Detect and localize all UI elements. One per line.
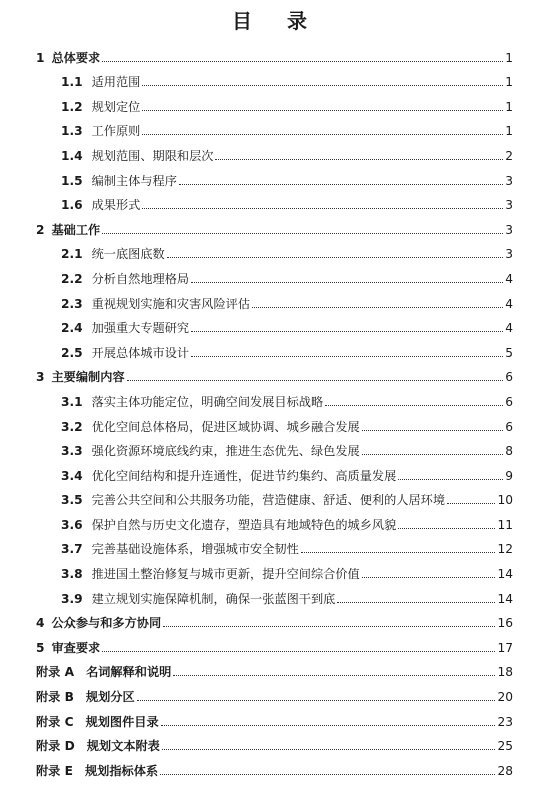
toc-entry-number: 3.1 (61, 394, 83, 409)
toc-dot-leader (160, 774, 495, 775)
toc-entry-number: 附录 E (36, 763, 73, 778)
toc-entry-number: 5 (36, 640, 45, 655)
toc-dot-leader (137, 700, 496, 701)
toc-entry-title: 落实主体功能定位，明确空间发展目标战略 (91, 394, 324, 409)
toc-entry-line (61, 468, 513, 487)
toc-entry-title: 规划分区 (85, 690, 135, 705)
toc-entry-title: 重视规划实施和灾害风险评估 (91, 296, 251, 311)
toc-entry[interactable] (0, 265, 539, 290)
page-title: 目 录 (232, 9, 321, 33)
toc-entry-number: 3.6 (61, 517, 83, 532)
toc-entry[interactable] (0, 462, 539, 487)
toc-dot-leader (252, 307, 503, 308)
toc-dot-leader (398, 528, 495, 529)
toc-entry-title: 工作原则 (91, 124, 141, 139)
toc-entry[interactable] (0, 216, 539, 241)
toc-entry[interactable] (0, 659, 539, 684)
toc-entry[interactable] (0, 388, 539, 413)
toc-entry-page-number: 2 (505, 148, 513, 163)
toc-entry[interactable] (0, 536, 539, 561)
toc-dot-leader (167, 257, 504, 258)
toc-entry-page-number: 3 (505, 247, 513, 262)
toc-entry-line (61, 271, 513, 290)
toc-entry-line (61, 296, 513, 315)
toc-entry-number: 2 (36, 222, 45, 237)
toc-dot-leader (362, 430, 504, 431)
toc-entry[interactable] (0, 757, 539, 782)
toc-entry-page-number: 3 (505, 222, 513, 237)
toc-entry[interactable] (0, 585, 539, 610)
toc-entry-line (61, 541, 513, 560)
toc-dot-leader (337, 602, 495, 603)
toc-entry-page-number: 12 (497, 542, 513, 557)
toc-entry-number: 3.2 (61, 419, 83, 434)
toc-entry-line (36, 369, 513, 388)
toc-entry-page-number: 6 (505, 394, 513, 409)
toc-entry-page-number: 6 (505, 370, 513, 385)
toc-entry-page-number: 14 (497, 567, 513, 582)
toc-entry-number: 1.4 (61, 148, 83, 163)
toc-entry-title: 名词解释和说明 (86, 665, 172, 680)
toc-entry-page-number: 10 (497, 493, 513, 508)
toc-entry-page-number: 11 (497, 517, 513, 532)
toc-entry-line (61, 591, 513, 610)
toc-entry[interactable] (0, 93, 539, 118)
toc-entry-page-number: 18 (497, 665, 513, 680)
toc-entry[interactable] (0, 487, 539, 512)
toc-entry-line (61, 173, 513, 192)
toc-dot-leader (102, 61, 503, 62)
toc-entry-line (61, 148, 513, 167)
toc-entry[interactable] (0, 364, 539, 389)
toc-entry-title: 建立规划实施保障机制，确保一张蓝图干到底 (91, 591, 336, 606)
toc-dot-leader (142, 134, 503, 135)
toc-entry-title: 规划定位 (91, 99, 141, 114)
toc-entry[interactable] (0, 339, 539, 364)
toc-entry-number: 2.2 (61, 271, 83, 286)
toc-entry[interactable] (0, 511, 539, 536)
toc-entry-title: 规划指标体系 (84, 763, 159, 778)
toc-entry[interactable] (0, 167, 539, 192)
toc-entry-title: 公众参与和多方协同 (51, 616, 162, 631)
toc-entry-number: 附录 A (36, 665, 75, 680)
toc-entry[interactable] (0, 438, 539, 463)
toc-entry-line (36, 763, 513, 782)
toc-entry-line (61, 394, 513, 413)
toc-dot-leader (173, 675, 495, 676)
toc-entry-number: 3.7 (61, 542, 83, 557)
toc-entry-page-number: 4 (505, 321, 513, 336)
toc-entry-page-number: 1 (505, 124, 513, 139)
toc-dot-leader (142, 85, 503, 86)
toc-entry-title: 加强重大专题研究 (91, 321, 190, 336)
toc-entry-number: 3.3 (61, 444, 83, 459)
toc-entry-number: 附录 B (36, 690, 74, 705)
toc-dot-leader (301, 552, 496, 553)
toc-entry-number: 1.3 (61, 124, 83, 139)
toc-entry[interactable] (0, 560, 539, 585)
toc-entry-page-number: 28 (497, 763, 513, 778)
toc-entry-number: 1.1 (61, 75, 83, 90)
toc-entry-line (61, 74, 513, 93)
toc-entry-title: 完善基础设施体系，增强城市安全韧性 (91, 542, 299, 557)
toc-entry-title: 优化空间结构和提升连通性，促进节约集约、高质量发展 (91, 468, 397, 483)
toc-entry-line (61, 197, 513, 216)
toc-entry[interactable] (0, 733, 539, 758)
toc-dot-leader (191, 282, 503, 283)
toc-entry[interactable] (0, 610, 539, 635)
toc-dot-leader (191, 331, 503, 332)
toc-entry-number: 2.4 (61, 321, 83, 336)
toc-entry[interactable] (0, 69, 539, 94)
toc-entry-line (61, 320, 513, 339)
toc-entry-number: 2.3 (61, 296, 83, 311)
toc-entry-page-number: 1 (505, 99, 513, 114)
toc-entry-line (61, 246, 513, 265)
toc-entry-title: 适用范围 (91, 75, 141, 90)
toc-dot-leader (142, 110, 503, 111)
toc-entry[interactable] (0, 634, 539, 659)
toc-entry-number: 附录 D (36, 739, 75, 754)
toc-entry-title: 开展总体城市设计 (91, 345, 190, 360)
table-of-contents (0, 44, 539, 782)
toc-entry-line (36, 689, 513, 708)
toc-entry-number: 2.5 (61, 345, 83, 360)
toc-entry[interactable] (0, 44, 539, 69)
toc-entry[interactable] (0, 290, 539, 315)
toc-entry-number: 4 (36, 616, 45, 631)
toc-entry-number: 3.4 (61, 468, 83, 483)
toc-entry-page-number: 3 (505, 173, 513, 188)
toc-entry-title: 推进国土整治修复与城市更新，提升空间综合价值 (91, 567, 360, 582)
toc-entry-line (61, 419, 513, 438)
toc-entry-line (36, 640, 513, 659)
toc-entry-page-number: 4 (505, 271, 513, 286)
toc-entry-page-number: 1 (505, 75, 513, 90)
toc-entry-title: 保护自然与历史文化遗存，塑造具有地域特色的城乡风貌 (91, 517, 397, 532)
toc-entry-title: 总体要求 (51, 50, 101, 65)
toc-entry-number: 1.2 (61, 99, 83, 114)
toc-entry-title: 主要编制内容 (51, 370, 125, 385)
toc-entry-title: 成果形式 (91, 198, 141, 213)
toc-entry-line (36, 222, 513, 241)
toc-dot-leader (179, 184, 503, 185)
toc-entry-page-number: 25 (497, 739, 513, 754)
toc-entry-number: 1.6 (61, 198, 83, 213)
toc-entry-title: 优化空间总体格局，促进区域协调、城乡融合发展 (91, 419, 360, 434)
toc-entry-line (61, 517, 513, 536)
toc-entry-page-number: 20 (497, 690, 513, 705)
toc-dot-leader (102, 651, 495, 652)
toc-entry-title: 审查要求 (51, 640, 101, 655)
toc-dot-leader (162, 749, 496, 750)
toc-dot-leader (325, 405, 503, 406)
toc-entry-number: 3 (36, 370, 45, 385)
toc-dot-leader (161, 725, 496, 726)
toc-entry-page-number: 5 (505, 345, 513, 360)
toc-dot-leader (215, 159, 503, 160)
toc-entry[interactable] (0, 118, 539, 143)
toc-entry-number: 1.5 (61, 173, 83, 188)
toc-entry-line (61, 345, 513, 364)
toc-entry-page-number: 17 (497, 640, 513, 655)
toc-entry-title: 分析自然地理格局 (91, 271, 190, 286)
toc-dot-leader (362, 577, 496, 578)
toc-entry-title: 基础工作 (51, 222, 101, 237)
toc-entry-line (36, 615, 513, 634)
toc-entry-line (61, 566, 513, 585)
toc-dot-leader (447, 503, 495, 504)
toc-dot-leader (127, 380, 504, 381)
toc-entry[interactable] (0, 241, 539, 266)
toc-entry-page-number: 8 (505, 444, 513, 459)
toc-entry-title: 规划图件目录 (85, 714, 159, 729)
toc-entry[interactable] (0, 142, 539, 167)
toc-entry-line (36, 738, 513, 757)
toc-entry-line (61, 492, 513, 511)
toc-entry[interactable] (0, 708, 539, 733)
toc-dot-leader (163, 626, 495, 627)
toc-entry[interactable] (0, 315, 539, 340)
toc-entry-page-number: 14 (497, 591, 513, 606)
toc-entry-number: 附录 C (36, 714, 74, 729)
toc-entry-line (36, 714, 513, 733)
toc-dot-leader (362, 454, 504, 455)
toc-entry-title: 编制主体与程序 (91, 173, 177, 188)
toc-entry-line (61, 99, 513, 118)
toc-entry-line (36, 50, 513, 69)
toc-entry-number: 3.9 (61, 591, 83, 606)
toc-entry-page-number: 1 (505, 50, 513, 65)
toc-entry-title: 完善公共空间和公共服务功能，营造健康、舒适、便利的人居环境 (91, 493, 446, 508)
toc-entry-number: 2.1 (61, 247, 83, 262)
toc-entry-page-number: 9 (505, 468, 513, 483)
toc-entry-page-number: 23 (497, 714, 513, 729)
toc-dot-leader (191, 356, 503, 357)
toc-entry-number: 1 (36, 50, 45, 65)
toc-entry-title: 统一底图底数 (91, 247, 165, 262)
toc-entry-line (61, 443, 513, 462)
toc-entry-title: 规划文本附表 (86, 739, 160, 754)
toc-entry-page-number: 6 (505, 419, 513, 434)
toc-entry-title: 强化资源环境底线约束，推进生态优先、绿色发展 (91, 444, 360, 459)
toc-entry[interactable] (0, 683, 539, 708)
toc-dot-leader (398, 479, 503, 480)
toc-entry-number: 3.8 (61, 567, 83, 582)
toc-entry-page-number: 3 (505, 198, 513, 213)
toc-entry-page-number: 16 (497, 616, 513, 631)
toc-entry-line (61, 123, 513, 142)
toc-dot-leader (102, 233, 503, 234)
toc-entry[interactable] (0, 413, 539, 438)
toc-entry-number: 3.5 (61, 493, 83, 508)
toc-entry[interactable] (0, 192, 539, 217)
toc-dot-leader (142, 208, 503, 209)
toc-entry-line (36, 664, 513, 683)
toc-entry-page-number: 4 (505, 296, 513, 311)
toc-entry-title: 规划范围、期限和层次 (91, 148, 214, 163)
